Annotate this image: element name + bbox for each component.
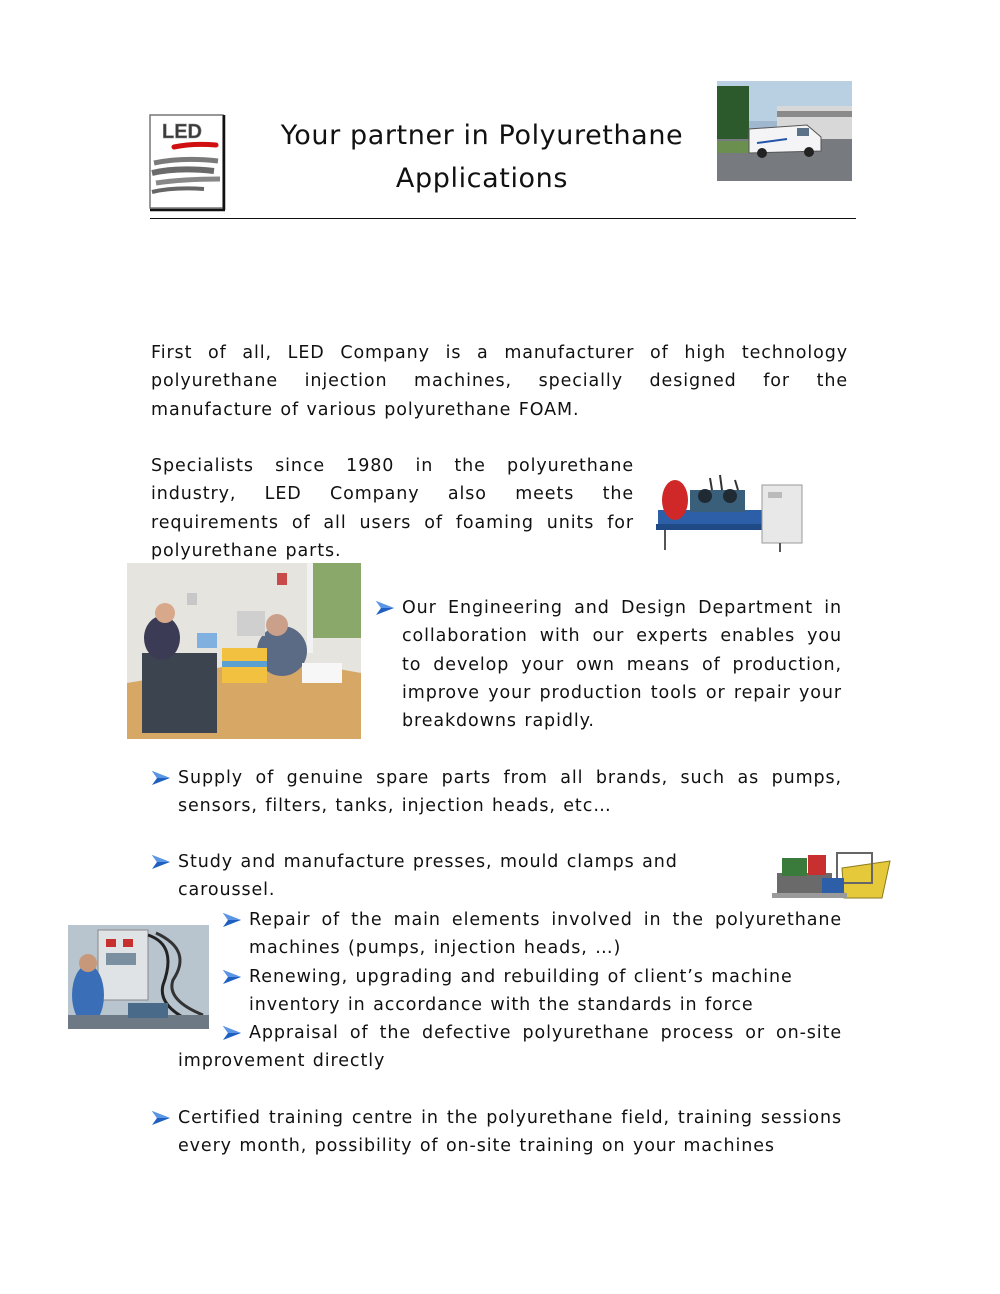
blue-arrow-icon [374, 599, 396, 617]
blue-arrow-icon [221, 968, 243, 986]
study-paragraph: Study and manufacture presses, mould clamps and caroussel. [178, 852, 678, 901]
injection-machine-photo [650, 470, 810, 555]
renewing-paragraph: Renewing, upgrading and rebuilding of client’s machine inventory in accordance with the standards in force [249, 967, 793, 1016]
supply-paragraph: Supply of genuine spare parts from all brands, such as pumps, sensors, filters, tanks, injection heads, etc… [178, 768, 842, 817]
engineering-office-photo [127, 563, 361, 739]
header-rule [150, 218, 856, 219]
title-line-2: Applications [395, 163, 569, 194]
control-panel-photo [68, 925, 209, 1029]
blue-arrow-icon [150, 769, 172, 787]
engineering-paragraph: Our Engineering and Design Department in collaboration with our experts enables you to develop your own means of production, improve your production tools or repair your breakdowns rapidly. [402, 598, 842, 732]
intro-paragraph: First of all, LED Company is a manufacturer of high technology polyurethane injection machines, specially designed for the manufacture of various polyurethane FOAM. [151, 343, 848, 420]
company-van-photo [717, 81, 852, 181]
blue-arrow-icon [150, 853, 172, 871]
appraisal-paragraph: Appraisal of the defective polyurethane process or on-site improvement directly [178, 1023, 842, 1072]
blue-arrow-icon [150, 1109, 172, 1127]
svg-text:LED: LED [162, 121, 202, 143]
title-line-1: Your partner in Polyurethane [280, 120, 684, 151]
blue-arrow-icon [221, 911, 243, 929]
press-machine-photo [772, 843, 894, 903]
specialists-paragraph: Specialists since 1980 in the polyurethane industry, LED Company also meets the requirements of all users of foaming units for polyurethane parts. [151, 456, 634, 561]
training-paragraph: Certified training centre in the polyurethane field, training sessions every month, possibility of on-site training on your machines [178, 1108, 842, 1157]
repair-paragraph: Repair of the main elements involved in the polyurethane machines (pumps, injection heads, …) [249, 910, 842, 959]
led-logo [148, 113, 228, 213]
page-title [240, 114, 724, 200]
